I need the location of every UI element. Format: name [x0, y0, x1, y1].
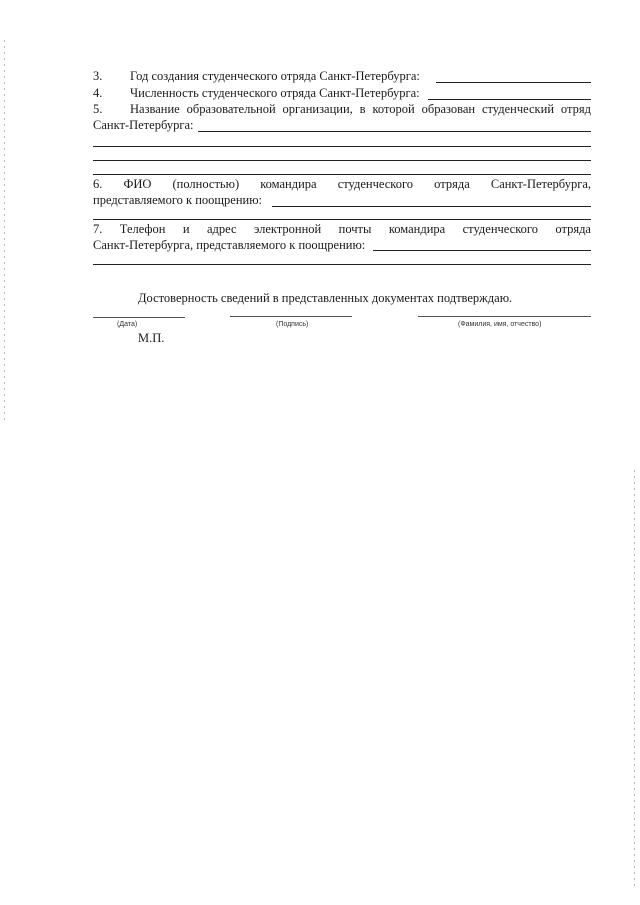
item-3-number: 3.	[93, 69, 103, 83]
item-7-answer-line-2[interactable]	[93, 264, 591, 265]
item-7-word: адрес	[206, 222, 237, 236]
item-4-label: Численность студенческого отряда Санкт-Петербурга:	[130, 86, 420, 100]
item-5-word: образован	[421, 102, 476, 116]
item-6-number: 6.	[93, 177, 103, 191]
item-5-label-line2: Санкт-Петербурга:	[93, 118, 194, 132]
item-6-word: отряда	[434, 177, 470, 191]
date-caption: (Дата)	[117, 321, 138, 328]
name-line[interactable]	[418, 316, 591, 317]
signature-line[interactable]	[230, 316, 352, 317]
date-line[interactable]	[93, 317, 185, 318]
item-7-answer-line-1[interactable]	[373, 250, 591, 251]
item-7-word: почты	[338, 222, 372, 236]
scan-edge-right	[634, 470, 635, 890]
item-6-word: (полностью)	[172, 177, 240, 191]
item-5-number: 5.	[93, 102, 103, 116]
item-5-word: студенческий	[481, 102, 555, 116]
stamp-label: М.П.	[138, 331, 165, 345]
item-6-word: командира	[260, 177, 317, 191]
item-6-answer-line-2[interactable]	[93, 219, 591, 220]
item-6-word: студенческого	[337, 177, 414, 191]
item-7-word: студенческого	[462, 222, 538, 236]
item-4-answer-line[interactable]	[428, 99, 591, 100]
item-5-answer-line-2[interactable]	[93, 146, 591, 147]
item-5-word: организации,	[282, 102, 353, 116]
signature-caption: (Подпись)	[276, 321, 309, 328]
item-5-word: Название	[130, 102, 180, 116]
item-6-label-line2: представляемого к поощрению:	[93, 193, 263, 207]
item-5-label-line1	[130, 102, 591, 116]
item-3-label: Год создания студенческого отряда Санкт-Петербурга:	[130, 69, 420, 83]
item-7-word: командира	[388, 222, 446, 236]
item-3-answer-line[interactable]	[436, 82, 591, 83]
item-5-word: отряд	[560, 102, 591, 116]
item-6-word: Санкт-Петербурга,	[490, 177, 591, 191]
item-7-word: отряда	[555, 222, 591, 236]
item-5-word: которой	[372, 102, 415, 116]
scan-edge-left	[4, 40, 5, 420]
confirmation-text: Достоверность сведений в представленных документах подтверждаю.	[138, 291, 513, 305]
item-5-word: в	[359, 102, 366, 116]
item-7-label-line1	[93, 222, 591, 236]
item-7-word: Телефон	[119, 222, 166, 236]
item-7-word: и	[182, 222, 190, 236]
item-5-answer-line-3[interactable]	[93, 160, 591, 161]
item-5-answer-line-4[interactable]	[93, 174, 591, 175]
name-caption: (Фамилия, имя, отчество)	[458, 321, 542, 328]
item-4-number: 4.	[93, 86, 103, 100]
item-7-label-line2: Санкт-Петербурга, представляемого к поощрению:	[93, 238, 366, 252]
item-6-label-line1	[93, 177, 591, 191]
item-7-number: 7.	[93, 222, 103, 236]
item-7-word: электронной	[253, 222, 322, 236]
item-6-answer-line-1[interactable]	[272, 206, 591, 207]
item-6-word: ФИО	[123, 177, 152, 191]
item-5-word: образовательной	[186, 102, 276, 116]
item-5-answer-line-1[interactable]	[198, 131, 591, 132]
